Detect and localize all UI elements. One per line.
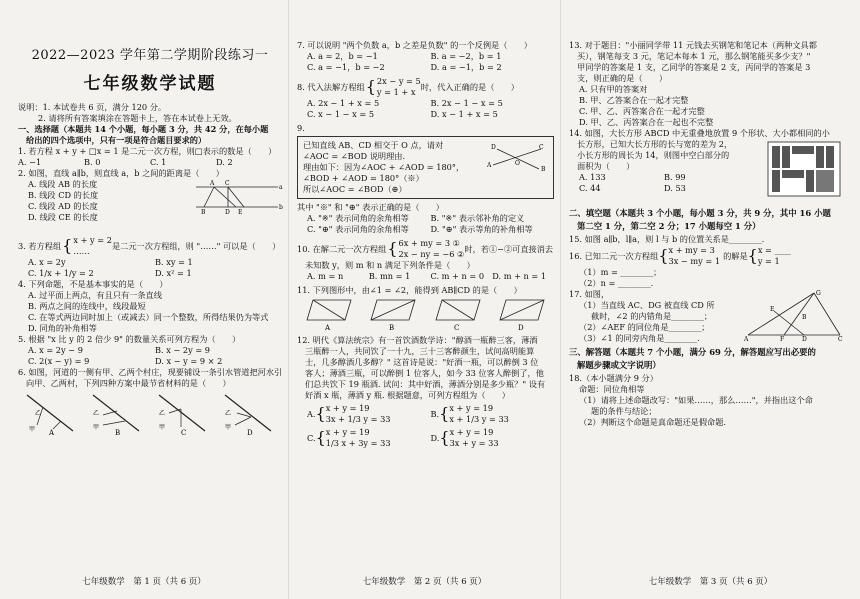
q18-line-2: 命题：同位角相等 [579, 384, 645, 394]
q17-stem: 17. 如图， [569, 289, 610, 299]
q10-option-d: D. m + n = 1 [492, 271, 547, 281]
q7-option-c: C. a = −1，b = −2 [307, 62, 385, 72]
q9-proof-box [297, 136, 554, 199]
svg-text:B: B [115, 429, 121, 435]
svg-text:E: E [238, 209, 243, 215]
q3-sys-1: x + y = 2 [73, 235, 112, 245]
q14-option-b: B. 99 [664, 172, 686, 182]
q15-stem: 15. 如图 a∥b，l∥a，则 l 与 b 的位置关系是________. [569, 234, 765, 244]
q3-sys-2: …… [73, 246, 90, 256]
svg-text:A: A [49, 429, 55, 435]
svg-text:甲: 甲 [159, 424, 166, 431]
q17-item-1b: 截时，∠2 的内错角是________； [591, 311, 713, 321]
svg-text:F: F [780, 336, 785, 341]
q10-sys-2: 2x − ny = −6 ② [398, 249, 465, 259]
q12-option-b: B. { x + y = 19 x + 1/3 y = 33 [430, 403, 509, 424]
section-3-heading: 三、解答题（本题共 7 个小题，满分 69 分，解答题应写出必要的 [569, 347, 816, 357]
q14-rectangle-figure [766, 140, 842, 198]
svg-text:D: D [517, 324, 524, 332]
svg-text:B: B [802, 314, 807, 321]
q1-stem: 1. 若方程 x + y + □x = 1 是二元一次方程，则□表示的数是（ ） [18, 146, 277, 156]
q6-figure-c [155, 391, 211, 435]
q1-option-c: C. 1 [150, 157, 167, 167]
q16-sys-2: 3x − my = 1 [668, 256, 721, 266]
q11-figure-d [494, 296, 550, 332]
svg-text:C: C [453, 324, 459, 332]
q14-block [569, 128, 850, 206]
q14-line-4: 面积为（ ） [577, 161, 635, 171]
page-2-footer: 七年级数学 第 2 页（共 6 页） [362, 576, 487, 587]
q12-option-a: A. { x + y = 19 3x + 1/3 y = 33 [307, 403, 391, 424]
q12-line-4: 客人；薄酒三瓶，可以醉倒 1 位客人，如今 33 位客人醉倒了，他 [305, 368, 544, 378]
q9-intersecting-lines-figure [487, 143, 547, 173]
svg-text:G: G [816, 290, 821, 297]
q8-option-c: C. x − 1 − x = 5 [307, 109, 375, 119]
svg-text:甲: 甲 [225, 424, 232, 431]
q16-sol-1: x = ____ [757, 245, 791, 255]
q7-option-b: B. a = −2，b = 1 [430, 51, 502, 61]
q11-figure-b [365, 296, 421, 332]
q17-item-3: （3）∠1 的同旁内角是________. [579, 333, 700, 343]
q18-line-3: （1）请将上述命题改写："如果……，那么……"，并指出这个命 [579, 395, 813, 405]
q9-box-line-5: 所以∠AOC = ∠BOD（⊕） [303, 184, 407, 194]
svg-text:A: A [744, 336, 749, 341]
svg-text:乙: 乙 [35, 410, 42, 417]
section-3-heading-2: 解题步骤或文字说明） [577, 360, 661, 370]
q8-stem: 8. 代入法解方程组 { 2x − y = 5 y = 1 + x 时，代入正确的是（ ） [297, 76, 519, 97]
q13-line-4: 支，则正确的是（ ） [577, 73, 668, 83]
svg-text:甲: 甲 [29, 426, 36, 433]
page-1-footer: 七年级数学 第 1 页（共 6 页） [82, 576, 206, 587]
q9-question: 其中 "※" 和 "⊕" 表示正确的是（ ） [297, 202, 444, 212]
svg-text:C: C [181, 429, 187, 435]
q2-block [18, 179, 282, 235]
svg-text:B: B [201, 209, 206, 215]
q16-item-2: （2）n = ________. [579, 278, 654, 288]
q1-option-a: A. −1 [18, 157, 42, 167]
svg-text:C: C [225, 180, 230, 187]
q9-box-line-2: ∠AOC = ∠BOD 说明理由. [303, 151, 406, 161]
q8-option-a: A. 2x − 1 + x = 5 [307, 98, 380, 108]
q13-option-c: C. 甲、乙、丙答案合在一起才完整 [579, 106, 705, 116]
q8-sys-1: 2x − y = 5 [376, 76, 421, 86]
q14-option-d: D. 53 [664, 183, 686, 193]
svg-text:乙: 乙 [93, 410, 100, 417]
q3-stem: 3. 若方程组 { x + y = 2 …… 是二元一次方程组，则 "……" 可以是（ ） [18, 235, 281, 256]
q18-line-4: 题的条件与结论； [591, 406, 657, 416]
page-3-footer: 七年级数学 第 3 页（共 6 页） [648, 576, 773, 587]
q13-option-b: B. 甲、乙答案合在一起才完整 [579, 95, 689, 105]
q7-option-a: A. a = 2，b = −1 [307, 51, 378, 61]
q4-stem: 4. 下列命题，不是基本事实的是（ ） [18, 279, 168, 289]
q9-option-c: C. "⊕" 表示同角的余角相等 [307, 224, 409, 234]
q9-box-line-3: 理由如下：因为∠AOC + ∠AOD = 180°， [303, 162, 465, 172]
svg-text:a: a [279, 184, 283, 191]
instruction-2: 2. 请将所有答案填涂在答题卡上，答在本试卷上无效。 [38, 113, 237, 123]
q3-option-a: A. x = 2y [28, 257, 66, 267]
q16-stem: 16. 已知二元一次方程组 { x + my = 3 3x − my = 1 的解是 { x = ____ y = 1 [569, 245, 791, 266]
section-1-heading: 一、选择题（本题共 14 个小题，每小题 3 分，共 42 分，在每小题 [18, 124, 269, 134]
q10-option-b: B. mn = 1 [368, 271, 411, 281]
q14-option-a: A. 133 [579, 172, 606, 182]
q14-line-2: 长方形，已知大长方形的长与宽的差为 2， [577, 139, 733, 149]
q8-sys-2: y = 1 + x [376, 87, 416, 97]
q16-sys-1: x + my = 3 [668, 245, 715, 255]
svg-text:D: D [247, 429, 253, 435]
q3-option-c: C. 1/x + 1/y = 2 [28, 268, 94, 278]
q7-stem: 7. 可以说明 "两个负数 a，b 之差是负数" 的一个反例是（ ） [297, 40, 532, 50]
q3-option-d: D. x² = 1 [155, 268, 192, 278]
q12-line-2: 三瓶醉一人，共同饮了一十九，三十三客醉颜生，试问高明能算 [305, 346, 535, 356]
svg-text:乙: 乙 [159, 410, 166, 417]
q13-line-2: 买），钢笔每支 3 元，笔记本每本 1 元，那么钢笔能买多少支？" [577, 51, 811, 61]
q12-line-5: 们总共饮下 19 瓶酒. 试问：其中好酒，薄酒分别是多少瓶？" 设有 [305, 379, 546, 389]
q2-option-b: B. 线段 CD 的长度 [28, 190, 99, 200]
q10-stem-2: 未知数 y，则 m 和 n 满足下列条件是（ ） [305, 260, 475, 270]
q7-option-d: D. a = −1，b = 2 [430, 62, 502, 72]
q11-figure-a [301, 296, 357, 332]
svg-text:乙: 乙 [225, 410, 232, 417]
q1-option-b: B. 0 [84, 157, 101, 167]
q10-option-a: A. m = n [307, 271, 344, 281]
q6-figure-a [23, 391, 79, 435]
q4-option-b: B. 两点之间的连线中，线段最短 [28, 301, 146, 311]
page-1 [0, 0, 288, 599]
page-3 [560, 0, 860, 599]
q2-parallel-lines-figure [194, 179, 284, 215]
q9-box-line-1: 已知直线 AB、CD 相交于 O 点，请对 [303, 140, 444, 150]
q12-option-d: D. { x + y = 19 3x + y = 33 [430, 427, 499, 448]
q12-line-1: 12. 明代《算法统宗》有一首饮酒数学诗："醇酒一瓶醉三客，薄酒 [297, 335, 538, 345]
section-2-heading: 二、填空题（本题共 3 个小题，每小题 3 分，共 9 分，其中 16 小题 [569, 208, 831, 218]
page-2 [288, 0, 560, 599]
q18-line-5: （2）判断这个命题是真命题还是假命题. [579, 417, 726, 427]
svg-text:D: D [225, 209, 230, 215]
q16-sol-2: y = 1 [757, 256, 780, 266]
q12-line-3: 士，几多醇酒几多醇？" 这首诗是说："好酒一瓶，可以醉倒 3 位 [305, 357, 539, 367]
svg-text:E: E [770, 306, 775, 313]
q9-option-a: A. "※" 表示同角的余角相等 [307, 213, 409, 223]
section-2-heading-2: 第二空 1 分，第二空 2 分；17 小题每空 1 分） [577, 221, 761, 231]
svg-text:b: b [279, 204, 283, 211]
q6-figure-d [221, 391, 277, 435]
q8-option-d: D. x − 1 + x = 5 [430, 109, 498, 119]
svg-text:A: A [210, 180, 215, 187]
section-1-heading-2: 给出的四个选项中，只有一项是符合题目要求的） [26, 135, 207, 145]
q4-option-d: D. 同角的补角相等 [28, 323, 97, 333]
q17-item-2: （2）∠AEF 的同位角是________； [579, 322, 710, 332]
q1-options [18, 157, 282, 168]
q10-sys-1: 6x + my = 3 ① [398, 238, 460, 248]
q8-option-b: B. 2x − 1 − x = 5 [430, 98, 503, 108]
q18-line-1: 18.（本小题满分 9 分） [569, 373, 658, 383]
q13-option-d: D. 甲、乙、丙答案合在一起也不完整 [579, 117, 714, 127]
svg-text:A: A [487, 162, 492, 169]
q9-option-d: D. "⊕" 表示等角的补角相等 [430, 224, 533, 234]
q17-triangle-figure [744, 289, 844, 341]
svg-text:D: D [802, 336, 807, 341]
q11-figure-c [430, 296, 486, 332]
q13-option-a: A. 只有甲的答案对 [579, 84, 648, 94]
q2-option-a: A. 线段 AB 的长度 [28, 179, 98, 189]
svg-text:C: C [838, 336, 843, 341]
q5-option-b: B. x − 2y = 9 [155, 345, 211, 355]
q5-option-a: A. x = 2y − 9 [28, 345, 83, 355]
q16-item-1: （1）m = ________； [579, 267, 662, 277]
svg-text:甲: 甲 [93, 424, 100, 431]
q2-option-d: D. 线段 CE 的长度 [28, 212, 98, 222]
q17-item-1: （1）当直线 AC、DG 被直线 CD 所 [579, 300, 715, 310]
q2-stem: 2. 如图，直线 a∥b，则直线 a，b 之间的距离是（ ） [18, 168, 224, 178]
q13-line-3: 甲同学的答案是 1 支，乙同学的答案是 2 支，丙同学的答案是 3 [577, 62, 811, 72]
q9-option-b: B. "※" 表示邻补角的定义 [430, 213, 525, 223]
q6-stem: 6. 如图，河道的一侧有甲、乙两个村庄，现要铺设一条引水管道把河水引 [18, 367, 283, 377]
q5-option-c: C. 2(x − y) = 9 [28, 356, 90, 366]
instruction-1: 说明：1. 本试卷共 6 页，满分 120 分。 [18, 102, 167, 112]
q11-stem: 11. 下列图形中，由∠1 = ∠2，能得到 AB∥CD 的是（ ） [297, 285, 522, 295]
q2-option-c: C. 线段 AD 的长度 [28, 201, 98, 211]
svg-text:B: B [541, 166, 546, 173]
exam-title: 2022—2023 学年第二学期阶段练习一 [31, 48, 269, 63]
q6-figures [18, 391, 282, 435]
svg-text:D: D [491, 144, 496, 151]
q1-option-d: D. 2 [216, 157, 233, 167]
q9-number: 9. [297, 123, 305, 133]
q9-box-line-4: ∠BOD + ∠AOD = 180°（※） [303, 173, 424, 183]
q5-stem: 5. 根据 "x 比 y 的 2 倍少 9" 的数量关系可列方程为（ ） [18, 334, 241, 344]
q12-line-6: 好酒 x 瓶，薄酒 y 瓶. 根据题意，可列方程组为（ ） [305, 390, 510, 400]
q4-option-a: A. 过平面上两点，有且只有一条直线 [28, 290, 162, 300]
subject-title: 七年级数学试题 [83, 74, 217, 94]
svg-text:C: C [539, 144, 544, 151]
q5-option-d: D. x − y = 9 × 2 [155, 356, 223, 366]
q10-stem: 10. 在解二元一次方程组 { 6x + my = 3 ① 2x − ny = −6 ② 时，若①−②可直接消去 [297, 238, 554, 259]
svg-text:B: B [389, 324, 395, 332]
q14-option-c: C. 44 [579, 183, 601, 193]
q10-option-c: C. m + n = 0 [430, 271, 485, 281]
q14-line-3: 小长方形的周长为 14，则图中空白部分的 [577, 150, 730, 160]
q6-figure-b [89, 391, 145, 435]
q11-figures [297, 296, 554, 332]
q4-option-c: C. 在等式两边同时加上（或减去）同一个整数，所得结果仍为等式 [28, 312, 269, 322]
q14-line-1: 14. 如图，大长方形 ABCD 中无重叠地放置 9 个形状、大小都相同的小 [569, 128, 830, 138]
q3-option-b: B. xy = 1 [155, 257, 193, 267]
q17-block [569, 289, 850, 345]
q13-line-1: 13. 对于题目："小丽同学带 11 元钱去买钢笔和笔记本（两种文具都 [569, 40, 817, 50]
q12-option-c: C. { x + y = 19 1/3 x + 3y = 33 [307, 427, 391, 448]
svg-text:A: A [325, 324, 331, 332]
q6-stem-2: 向甲、乙两村，下列四种方案中最节省材料的是（ ） [26, 378, 231, 388]
q12-options [297, 403, 554, 449]
svg-text:O: O [515, 160, 520, 167]
